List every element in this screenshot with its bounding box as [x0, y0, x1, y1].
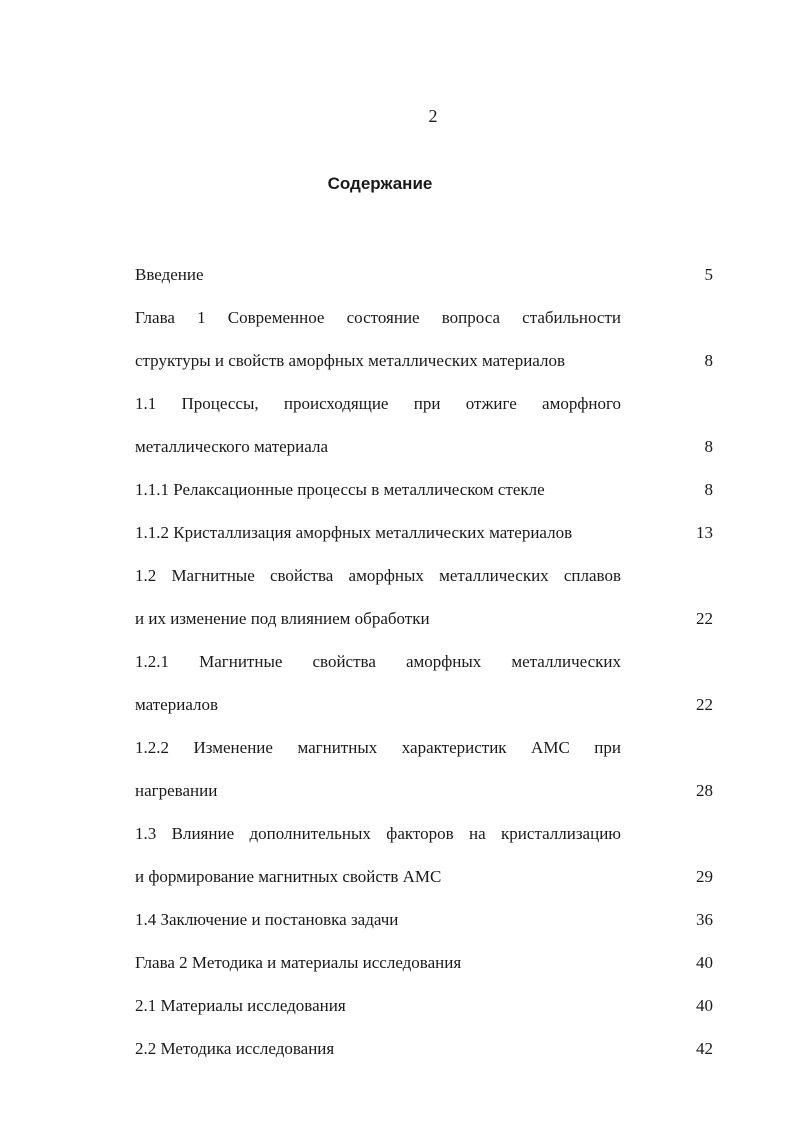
toc-entry-text: структуры и свойств аморфных металлических материалов — [135, 351, 566, 370]
toc-entry-1-4[interactable] — [135, 901, 713, 944]
toc-entry-1-1-1[interactable] — [135, 471, 713, 514]
toc-page-number: 36 — [696, 910, 713, 929]
page-number: 2 — [428, 106, 438, 126]
toc-page-number: 8 — [704, 480, 713, 499]
toc-page-number: 29 — [696, 867, 713, 886]
toc-page-number: 22 — [696, 695, 713, 714]
toc-entry-text: 1.1.1 Релаксационные процессы в металлическом стекле — [135, 480, 545, 499]
toc-entry-1-2[interactable] — [135, 557, 713, 643]
toc-entry-chapter-1[interactable] — [135, 299, 713, 385]
toc-entry-introduction[interactable] — [135, 256, 713, 299]
toc-page-number: 42 — [696, 1039, 713, 1058]
toc-page-number: 28 — [696, 781, 713, 800]
toc-entry-2-2[interactable] — [135, 1030, 713, 1073]
toc-page-number: 5 — [704, 265, 713, 284]
toc-entry-text: Глава 1 Современное состояние вопроса стабильности — [135, 308, 621, 327]
toc-page-number: 8 — [704, 437, 713, 456]
toc-entry-chapter-2[interactable] — [135, 944, 713, 987]
page-title: Содержание — [327, 174, 433, 193]
toc-entry-1-3[interactable] — [135, 815, 713, 901]
toc-entry-text: 1.2.2 Изменение магнитных характеристик АМС при — [135, 738, 621, 757]
toc-entry-1-1-2[interactable] — [135, 514, 713, 557]
toc-entry-text: 2.2 Методика исследования — [135, 1039, 335, 1058]
toc-entry-text: нагревании — [135, 781, 218, 800]
toc-entry-text: 1.4 Заключение и постановка задачи — [135, 910, 399, 929]
toc-entry-1-1[interactable] — [135, 385, 713, 471]
toc-entry-text: металлического материала — [135, 437, 329, 456]
toc-entry-text: и их изменение под влиянием обработки — [135, 609, 430, 628]
toc-page-number: 40 — [696, 996, 713, 1015]
toc-entry-text: и формирование магнитных свойств АМС — [135, 867, 442, 886]
toc-entry-text: Введение — [135, 265, 204, 284]
toc-entry-1-2-2[interactable] — [135, 729, 713, 815]
toc-entry-2-1[interactable] — [135, 987, 713, 1030]
toc-entry-text: 1.3 Влияние дополнительных факторов на кристаллизацию — [135, 824, 621, 843]
toc-entry-text: 1.1 Процессы, происходящие при отжиге аморфного — [135, 394, 621, 413]
toc-entry-text: 2.1 Материалы исследования — [135, 996, 346, 1015]
toc-entry-text: 1.1.2 Кристаллизация аморфных металлических материалов — [135, 523, 573, 542]
toc-entry-text: Глава 2 Методика и материалы исследования — [135, 953, 462, 972]
toc-page-number: 22 — [696, 609, 713, 628]
toc-entry-text: материалов — [135, 695, 219, 714]
toc-page-number: 13 — [696, 523, 713, 542]
table-of-contents — [135, 256, 713, 1073]
toc-entry-1-2-1[interactable] — [135, 643, 713, 729]
toc-page-number: 8 — [704, 351, 713, 370]
toc-entry-text: 1.2.1 Магнитные свойства аморфных металлических — [135, 652, 621, 671]
toc-entry-text: 1.2 Магнитные свойства аморфных металлических сплавов — [135, 566, 621, 585]
toc-page-number: 40 — [696, 953, 713, 972]
